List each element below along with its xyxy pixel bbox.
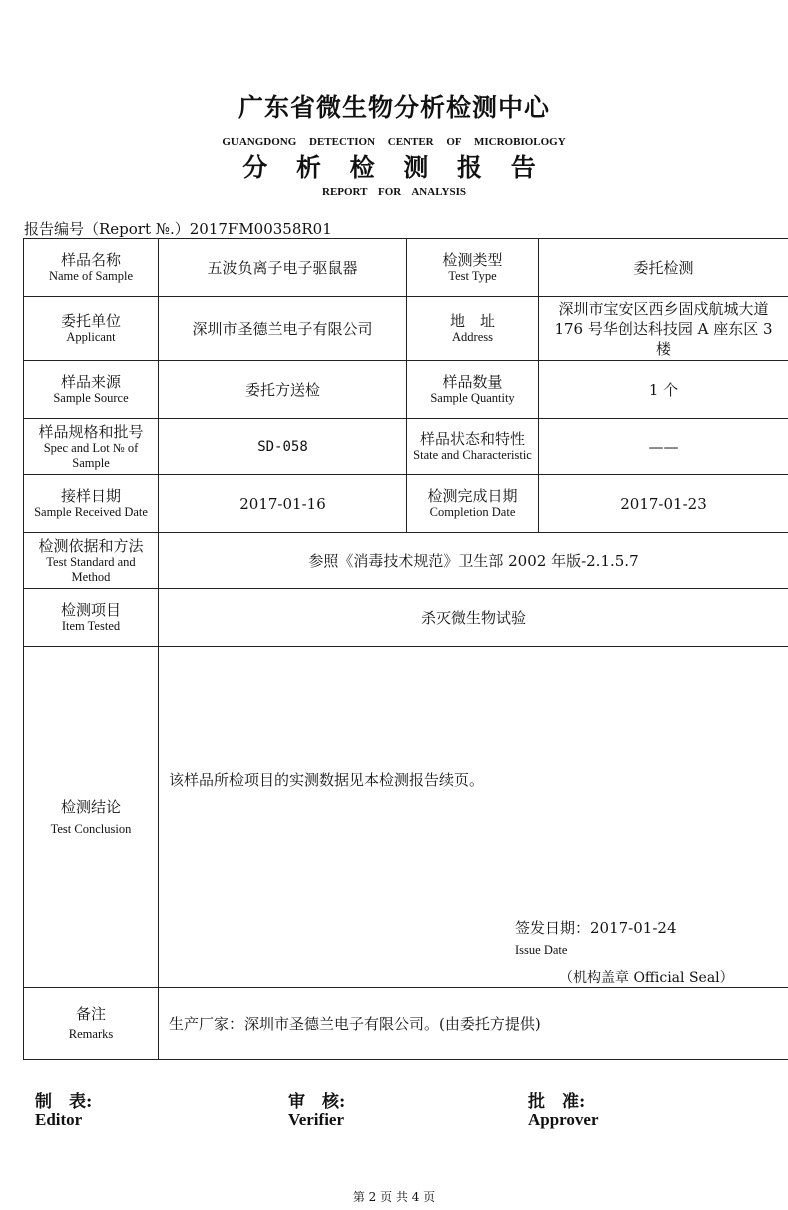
state-label-en: State and Characteristic [413,448,532,462]
label-cell [24,533,159,589]
spec-label-cn: 样品规格和批号 [38,422,144,441]
sample-name-label-en: Name of Sample [48,269,133,283]
issue-date: 签发日期：2017-01-24 [515,919,677,937]
label-cell [407,239,539,297]
editor-label-en: Editor [35,1110,83,1129]
quantity-label-cn: 样品数量 [442,373,503,391]
received-label-cn: 接样日期 [60,487,121,505]
label-cell [24,988,159,1060]
table-row [24,533,788,589]
table-row [24,361,788,419]
applicant-label-en: Applicant [66,330,116,344]
item-value: 杀灭微生物试验 [159,589,788,647]
issue-date-en: Issue Date [515,943,568,957]
quantity-label-en: Sample Quantity [430,391,515,405]
sample-name-label-cn: 样品名称 [60,251,121,269]
completion-label-cn: 检测完成日期 [427,487,518,505]
remarks-value: 生产厂家：深圳市圣德兰电子有限公司。(由委托方提供) [159,988,788,1060]
spec-label-en: Spec and Lot № of Sample [43,440,139,470]
label-cell [24,239,159,297]
label-cell [24,589,159,647]
address-value: 深圳市宝安区西乡固戍航城大道176 号华创达科技园 A 座东区 3 楼 [539,297,788,361]
report-title-en: REPORT FOR ANALYSIS [322,186,466,198]
state-label-cn: 样品状态和特性 [419,430,525,448]
verifier-label-cn: 审 核: [288,1092,346,1112]
center-title-en: GUANGDONG DETECTION CENTER OF MICROBIOLOGY [222,136,566,148]
label-cell [24,361,159,419]
label-cell [24,647,159,988]
conclusion-label-en: Test Conclusion [50,821,132,836]
sample-name-value: 五波负离子电子驱鼠器 [159,239,407,297]
standard-label-cn: 检测依据和方法 [38,536,144,555]
standard-label-en: Test Standard and Method [46,554,136,584]
source-value: 委托方送检 [159,361,407,419]
table-row [24,589,788,647]
editor-label-cn: 制 表: [35,1092,93,1112]
label-cell [24,419,159,475]
standard-value: 参照《消毒技术规范》卫生部 2002 年版-2.1.5.7 [159,533,788,589]
table-row [24,475,788,533]
verifier-label-en: Verifier [288,1110,345,1129]
table-row [24,297,788,361]
source-label-cn: 样品来源 [60,373,121,391]
conclusion-cell [159,647,788,988]
item-label-en: Item Tested [61,619,121,633]
test-type-label-en: Test Type [448,269,497,283]
table-row [24,647,788,988]
report-title-cn: 分 析 检 测 报 告 [242,153,546,182]
completion-label-en: Completion Date [429,505,516,519]
table-row [24,239,788,297]
spec-value: SD-058 [159,419,407,475]
address-label-cn: 地 址 [449,312,495,330]
test-type-label-cn: 检测类型 [442,251,503,269]
label-cell [407,419,539,475]
quantity-value: 1 个 [539,361,788,419]
received-value: 2017-01-16 [159,475,407,533]
state-value: —— [539,419,788,475]
approver-label-cn: 批 准: [528,1092,586,1112]
remarks-label-en: Remarks [68,1027,114,1041]
label-cell [24,297,159,361]
center-title-cn: 广东省微生物分析检测中心 [237,93,550,122]
label-cell [407,475,539,533]
address-label-en: Address [452,330,493,344]
source-label-en: Sample Source [53,391,129,405]
applicant-label-cn: 委托单位 [60,312,121,330]
page-number: 第 2 页 共 4 页 [352,1190,436,1204]
table-row [24,419,788,475]
applicant-value: 深圳市圣德兰电子有限公司 [159,297,407,361]
label-cell [24,475,159,533]
approver-label-en: Approver [528,1110,599,1129]
table-row [24,988,788,1060]
conclusion-text: 该样品所检项目的实测数据见本检测报告续页。 [169,771,485,789]
completion-value: 2017-01-23 [539,475,788,533]
conclusion-label-cn: 检测结论 [60,797,121,816]
test-type-value: 委托检测 [539,239,788,297]
report-number: 报告编号（Report №.）2017FM00358R01 [24,220,332,238]
label-cell [407,297,539,361]
official-seal-note: （机构盖章 Official Seal） [559,970,734,986]
report-table [23,238,788,1060]
item-label-cn: 检测项目 [60,601,121,619]
remarks-label-cn: 备注 [75,1005,106,1023]
label-cell [407,361,539,419]
received-label-en: Sample Received Date [34,505,148,519]
